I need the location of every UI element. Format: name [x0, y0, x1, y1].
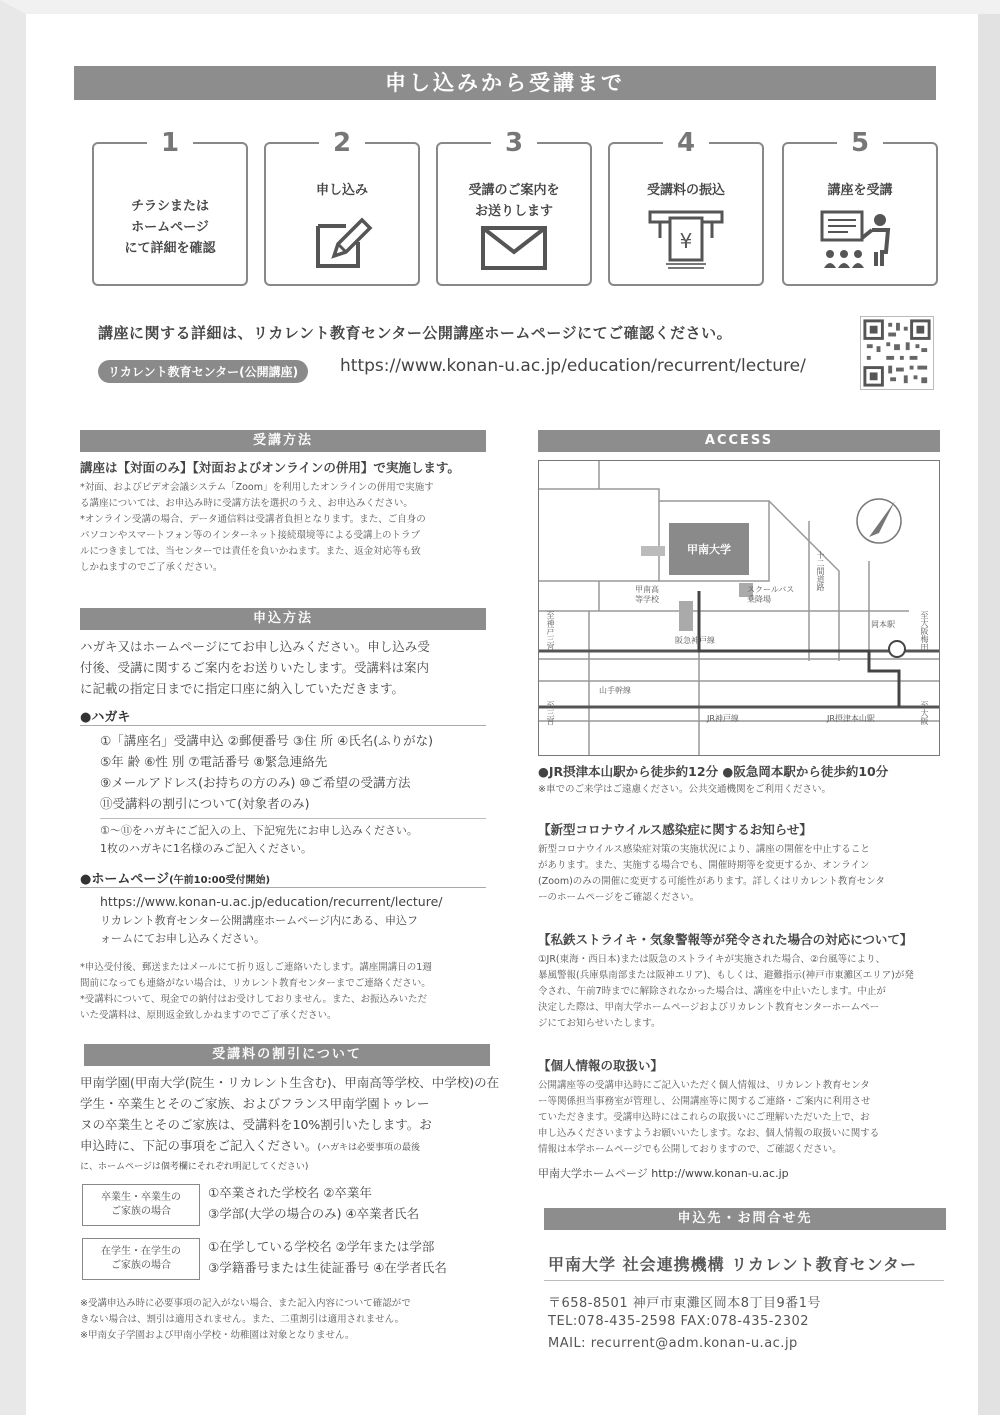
map-label-to-sannomiya-jr: 至三宮 [546, 701, 555, 725]
strike-body [538, 952, 914, 1032]
contact-address: 〒658-8501 神戸市東灘区岡本8丁目9番1号 [548, 1296, 822, 1311]
step-1 [92, 128, 248, 286]
map-label-to-osaka-jr: 至大阪 [920, 701, 929, 725]
section-jukou-header: 受講方法 [80, 430, 486, 452]
step-4 [608, 128, 764, 286]
contact-organization: 甲南大学 社会連携機構 リカレント教育センター [548, 1255, 917, 1274]
lead-line: 学生・卒業生とそのご家族、およびフランス甲南学園トゥレー [80, 1096, 430, 1111]
privacy-heading: 【個人情報の取扱い】 [538, 1058, 664, 1073]
detail-notice: 講座に関する詳細は、リカレント教育センター公開講座ホームページにてご確認ください。 [98, 324, 733, 342]
lead-line: に記載の指定日までに指定口座に納入していただきます。 [80, 681, 405, 696]
text-line: リカレント教育センター公開講座ホームページ内にある、申込フ [100, 914, 418, 927]
qr-code[interactable] [860, 316, 934, 390]
envelope-icon [479, 222, 549, 272]
map-label-line: 甲南高 [635, 585, 659, 594]
map-label-to-osaka: 至大阪梅田 [920, 611, 929, 651]
moushikomi-lead [80, 636, 430, 699]
student-item: ③学籍番号または生徒証番号 ④在学者氏名 [208, 1260, 447, 1275]
map-label-to-sannomiya: 至神戸三宮 [546, 611, 555, 651]
body-line: 情報は本学ホームページでも公開しておりますので、ご確認ください。 [538, 1144, 842, 1155]
hagaki-items [100, 730, 433, 814]
body-line: ていただきます。受講申込時にはこれらの取扱いにご理解いただいた上で、お [538, 1112, 870, 1123]
atm-yen-icon [646, 208, 726, 272]
section-waribiki-header: 受講料の割引について [84, 1044, 490, 1066]
map-label-school-bus [747, 585, 794, 605]
map-label-line: 乗降場 [747, 595, 771, 604]
waribiki-notes [80, 1296, 411, 1344]
homepage-heading-sub: (午前10:00受付開始) [169, 875, 271, 886]
lead-line: ハガキ又はホームページにてお申し込みください。申し込み受 [80, 639, 430, 654]
map-label-road: 十二間道路 [816, 551, 825, 591]
step-text: 申し込み [315, 183, 368, 198]
step-text: 講座を受講 [827, 183, 893, 198]
moushikomi-notes [80, 960, 432, 1024]
body-line: があります。また、実施する場合でも、開催時期等を変更するか、オンライン [538, 860, 870, 871]
step-text: 受講料の振込 [646, 183, 725, 198]
homepage-heading [80, 868, 486, 888]
text-line: ォームにてお申し込みください。 [100, 932, 265, 945]
map-label-okamoto: 岡本駅 [871, 620, 895, 629]
jukou-lead: 講座は【対面のみ】【対面およびオンラインの併用】で実施します。 [80, 460, 460, 475]
hagaki-item: ⑪受講料の割引について(対象者のみ) [100, 796, 310, 811]
jukou-notes [80, 480, 434, 576]
body-line: 決定した際は、甲南大学ホームページおよびリカレント教育センターホームペー [538, 1002, 880, 1013]
step-5 [782, 128, 938, 286]
map-label-jr-station: JR摂津本山駅 [827, 714, 875, 723]
lecture-url-link[interactable]: https://www.konan-u.ac.jp/education/recurrent/lecture/ [340, 356, 806, 376]
body-line: ー等関係担当事務室が管理し、公開講座等に関するご連絡・ご案内に利用させ [538, 1096, 871, 1107]
svg-text:¥: ¥ [679, 229, 693, 253]
step-text: チラシまたは ホームページ にて詳細を確認 [124, 199, 216, 256]
note-line: ルにつきましては、当センターでは責任を負いかねます。また、返金対応等も致 [80, 546, 421, 557]
body-line: 令され、午前7時までに解除されなかった場合は、講座を中止いたします。中止が [538, 986, 886, 997]
note-line: きない場合は、割引は適用されません。また、二重割引は適用されません。 [80, 1314, 405, 1325]
note-line: パソコンやスマートフォン等のインターネット接続環境等による受講上のトラブ [80, 530, 421, 541]
note-line: ※甲南女子学園および甲南小学校・幼稚園は対象となりません。 [80, 1330, 355, 1341]
body-line: ジにてお知らせいたします。 [538, 1018, 661, 1029]
map-label-line: 等学校 [635, 595, 659, 604]
corona-heading: 【新型コロナウイルス感染症に関するお知らせ】 [538, 822, 812, 837]
step-text: 受講のご案内を お送りします [468, 183, 560, 219]
note-line: いた受講料は、原則返金致しかねますのでご了承ください。 [80, 1010, 337, 1021]
corona-body [538, 842, 885, 906]
step-number: 2 [319, 128, 365, 158]
graduate-item: ①卒業された学校名 ②卒業年 [208, 1185, 372, 1200]
graduate-item: ③学部(大学の場合のみ) ④卒業者氏名 [208, 1206, 420, 1221]
hagaki-item: ⑤年 齢 ⑥性 別 ⑦電話番号 ⑧緊急連絡先 [100, 754, 328, 769]
note-line: *オンライン受講の場合、データ通信料は受講者負担となります。また、ご自身の [80, 514, 426, 525]
step-2 [264, 128, 420, 286]
homepage-url-link[interactable]: https://www.konan-u.ac.jp/education/recurrent/lecture/ [100, 894, 443, 909]
privacy-url-link[interactable]: 甲南大学ホームページ http://www.konan-u.ac.jp [538, 1167, 789, 1180]
privacy-body [538, 1078, 879, 1158]
body-line: 公開講座等の受講申込時にご記入いただく個人情報は、リカレント教育センタ [538, 1080, 870, 1091]
access-map [538, 460, 940, 756]
body-line: 申し込みくださいますようお願いいたします。なお、個人情報の取扱いに関する [538, 1128, 880, 1139]
lead-line: 付後、受講に関するご案内をお送りいたします。受講料は案内 [80, 660, 430, 675]
section-contact-header: 申込先・お問合せ先 [544, 1208, 946, 1230]
note-line: *対面、およびビデオ会議システム「Zoom」を利用したオンラインの併用で実施す [80, 482, 434, 493]
hagaki-item: ⑨メールアドレス(お持ちの方のみ) ⑩ご希望の受講方法 [100, 775, 411, 790]
divider [100, 818, 486, 819]
contact-phone: TEL:078-435-2598 FAX:078-435-2302 [548, 1314, 810, 1329]
lead-note: (ハガキは必要事項の最後 [317, 1143, 421, 1153]
step-number: 5 [837, 128, 883, 158]
body-line: ①JR(東海・西日本)または阪急のストライキが実施された場合、②台風等により、 [538, 954, 886, 965]
map-label-jr-line: JR神戸線 [707, 714, 739, 723]
lead-line: 甲南学園(甲南大学(院生・リカレント生含む)、甲南高等学校、中学校)の在 [80, 1075, 500, 1090]
page-shadow-right [978, 0, 1000, 1415]
step-3 [436, 128, 592, 286]
note-line: *受講料について、現金での納付はお受けしておりません。また、お振込みいただ [80, 994, 427, 1005]
body-line: (Zoom)のみの開催に変更する可能性があります。詳しくはリカレント教育センタ [538, 876, 885, 887]
body-line: 暴風警報(兵庫県南部または阪神エリア)、もしくは、避難指示(神戸市東灘区エリア)が発 [538, 970, 914, 981]
page-title: 申し込みから受講まで [74, 66, 936, 100]
homepage-text [100, 912, 418, 948]
lead-line: 申込時に、下記の事項をご記入ください。 [80, 1138, 318, 1153]
note-line: しかねますのでご了承ください。 [80, 562, 223, 573]
note-line: *申込受付後、郵送またはメールにて折り返しご連絡いたします。講座開講日の1週 [80, 962, 432, 973]
strike-heading: 【私鉄ストライキ・気象警報等が発令された場合の対応について】 [538, 932, 913, 947]
student-label-box: 在学生・在学生の ご家族の場合 [82, 1238, 200, 1280]
hagaki-item: ①「講座名」受講申込 ②郵便番号 ③住 所 ④氏名(ふりがな) [100, 733, 433, 748]
note-line: ※受講申込み時に必要事項の記入がない場合、また記入内容について確認がで [80, 1298, 411, 1309]
student-items [208, 1236, 447, 1278]
map-label-univ: 甲南大学 [687, 543, 731, 556]
recurrent-center-badge: リカレント教育センター(公開講座) [98, 360, 308, 383]
contact-email-link[interactable]: MAIL: recurrent@adm.konan-u.ac.jp [548, 1336, 798, 1351]
map-label-konan-high [635, 585, 659, 605]
body-line: ーのホームページをご確認ください。 [538, 892, 700, 903]
pencil-paper-icon [310, 212, 374, 272]
note-line: 1枚のハガキに1名様のみご記入ください。 [100, 842, 312, 855]
note-line: 間前になっても連絡がない場合は、リカレント教育センターまでご連絡ください。 [80, 978, 431, 989]
step-number: 1 [147, 128, 193, 158]
hagaki-heading: ●ハガキ [80, 706, 486, 726]
homepage-heading-label: ●ホームページ [80, 872, 170, 887]
step-number: 4 [663, 128, 709, 158]
student-item: ①在学している学校名 ②学年または学部 [208, 1239, 435, 1254]
divider [544, 1280, 944, 1281]
graduate-items [208, 1182, 419, 1224]
lead-line: ヌの卒業生とそのご家族は、受講料を10%割引いたします。お [80, 1117, 432, 1132]
hagaki-note [100, 822, 418, 858]
note-line: る講座については、お申込み時に受講方法を選択のうえ、お申込みください。 [80, 498, 413, 509]
lecture-icon [818, 208, 902, 272]
map-label-yamate: 山手幹線 [599, 686, 631, 695]
body-line: 新型コロナウイルス感染症対策の実施状況により、講座の開催を中止すること [538, 844, 870, 855]
section-access-header: ACCESS [538, 430, 940, 452]
lead-note: に、ホームページは個考欄にそれぞれ明記してください) [80, 1162, 309, 1172]
step-number: 3 [491, 128, 537, 158]
access-note: ※車でのご来学はご遠慮ください。公共交通機関をご利用ください。 [538, 784, 831, 795]
section-moushikomi-header: 申込方法 [80, 608, 486, 630]
waribiki-lead [80, 1072, 499, 1175]
access-info: ●JR摂津本山駅から徒歩約12分 ●阪急岡本駅から徒歩約10分 [538, 764, 889, 779]
map-label-line: スクールバス [747, 585, 795, 594]
map-label-hankyu-line: 阪急神戸線 [675, 636, 715, 645]
note-line: ①〜⑪をハガキにご記入の上、下記宛先にお申し込みください。 [100, 824, 418, 837]
flyer-page [30, 16, 978, 1406]
graduate-label-box: 卒業生・卒業生の ご家族の場合 [82, 1184, 200, 1226]
map-drawing [539, 461, 939, 755]
